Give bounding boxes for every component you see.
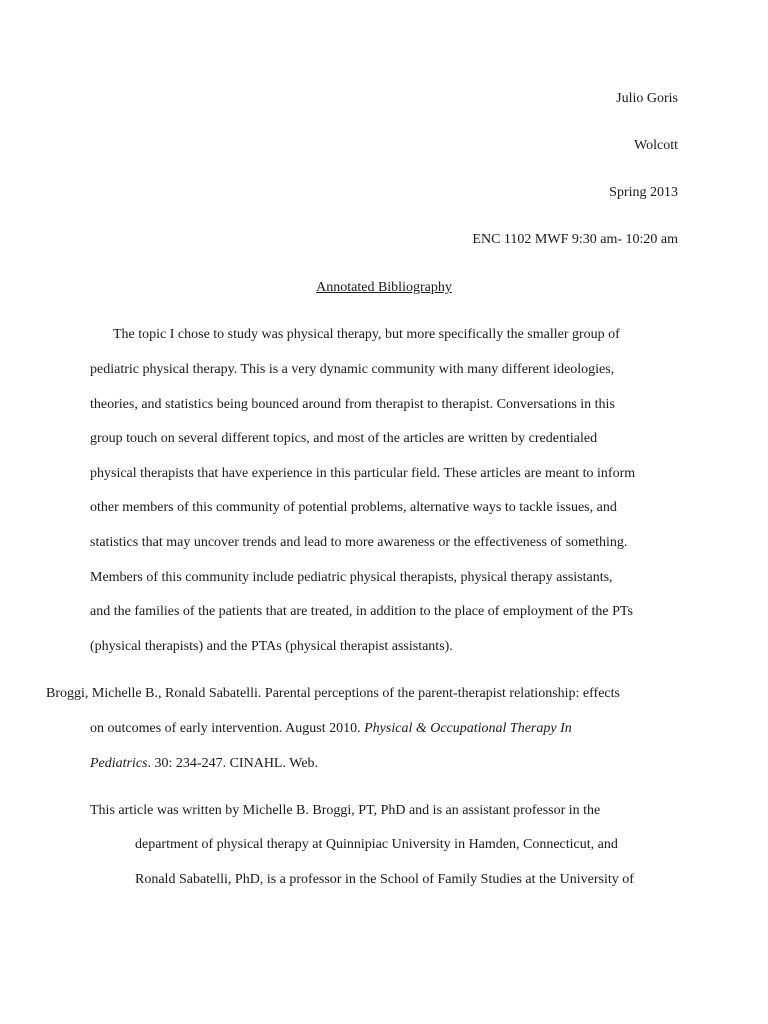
journal-title: Physical & Occupational Therapy In	[364, 721, 572, 736]
citation-text: . 30: 234-247. CINAHL. Web.	[147, 756, 319, 771]
intro-line: group touch on several different topics, and most of the articles are written by credentialed	[90, 431, 598, 446]
intro-line: pediatric physical therapy. This is a very dynamic community with many different ideologies,	[90, 362, 615, 377]
intro-line: other members of this community of potential problems, alternative ways to tackle issues, and	[90, 500, 617, 515]
intro-line: and the families of the patients that are treated, in addition to the place of employment of the PTs	[90, 604, 633, 619]
annotation-line: department of physical therapy at Quinnipiac University in Hamden, Connecticut, and	[135, 837, 618, 852]
intro-line: The topic I chose to study was physical therapy, but more specifically the smaller group of	[113, 327, 620, 342]
intro-line: (physical therapists) and the PTAs (physical therapist assistants).	[90, 639, 453, 654]
intro-line: physical therapists that have experience in this particular field. These articles are meant to inform	[90, 466, 636, 481]
page-title: Annotated Bibliography	[316, 280, 452, 295]
author-name: Julio Goris	[616, 91, 678, 106]
intro-line: Members of this community include pediatric physical therapists, physical therapy assistants,	[90, 570, 613, 585]
course-info: ENC 1102 MWF 9:30 am- 10:20 am	[472, 232, 678, 247]
instructor-name: Wolcott	[634, 138, 678, 153]
citation-line	[90, 720, 572, 738]
citation-text: on outcomes of early intervention. August 2010.	[90, 721, 365, 736]
annotation-line: Ronald Sabatelli, PhD, is a professor in the School of Family Studies at the University of	[135, 872, 634, 887]
intro-line: statistics that may uncover trends and lead to more awareness or the effectiveness of something.	[90, 535, 628, 550]
term: Spring 2013	[609, 185, 678, 200]
annotation-line: This article was written by Michelle B. Broggi, PT, PhD and is an assistant professor in the	[90, 803, 601, 818]
journal-title: Pediatrics	[90, 756, 148, 771]
citation-line: Broggi, Michelle B., Ronald Sabatelli. Parental perceptions of the parent-therapist relationship: effects	[46, 686, 620, 701]
intro-line: theories, and statistics being bounced around from therapist to therapist. Conversations in this	[90, 397, 615, 412]
citation-line	[90, 755, 318, 773]
